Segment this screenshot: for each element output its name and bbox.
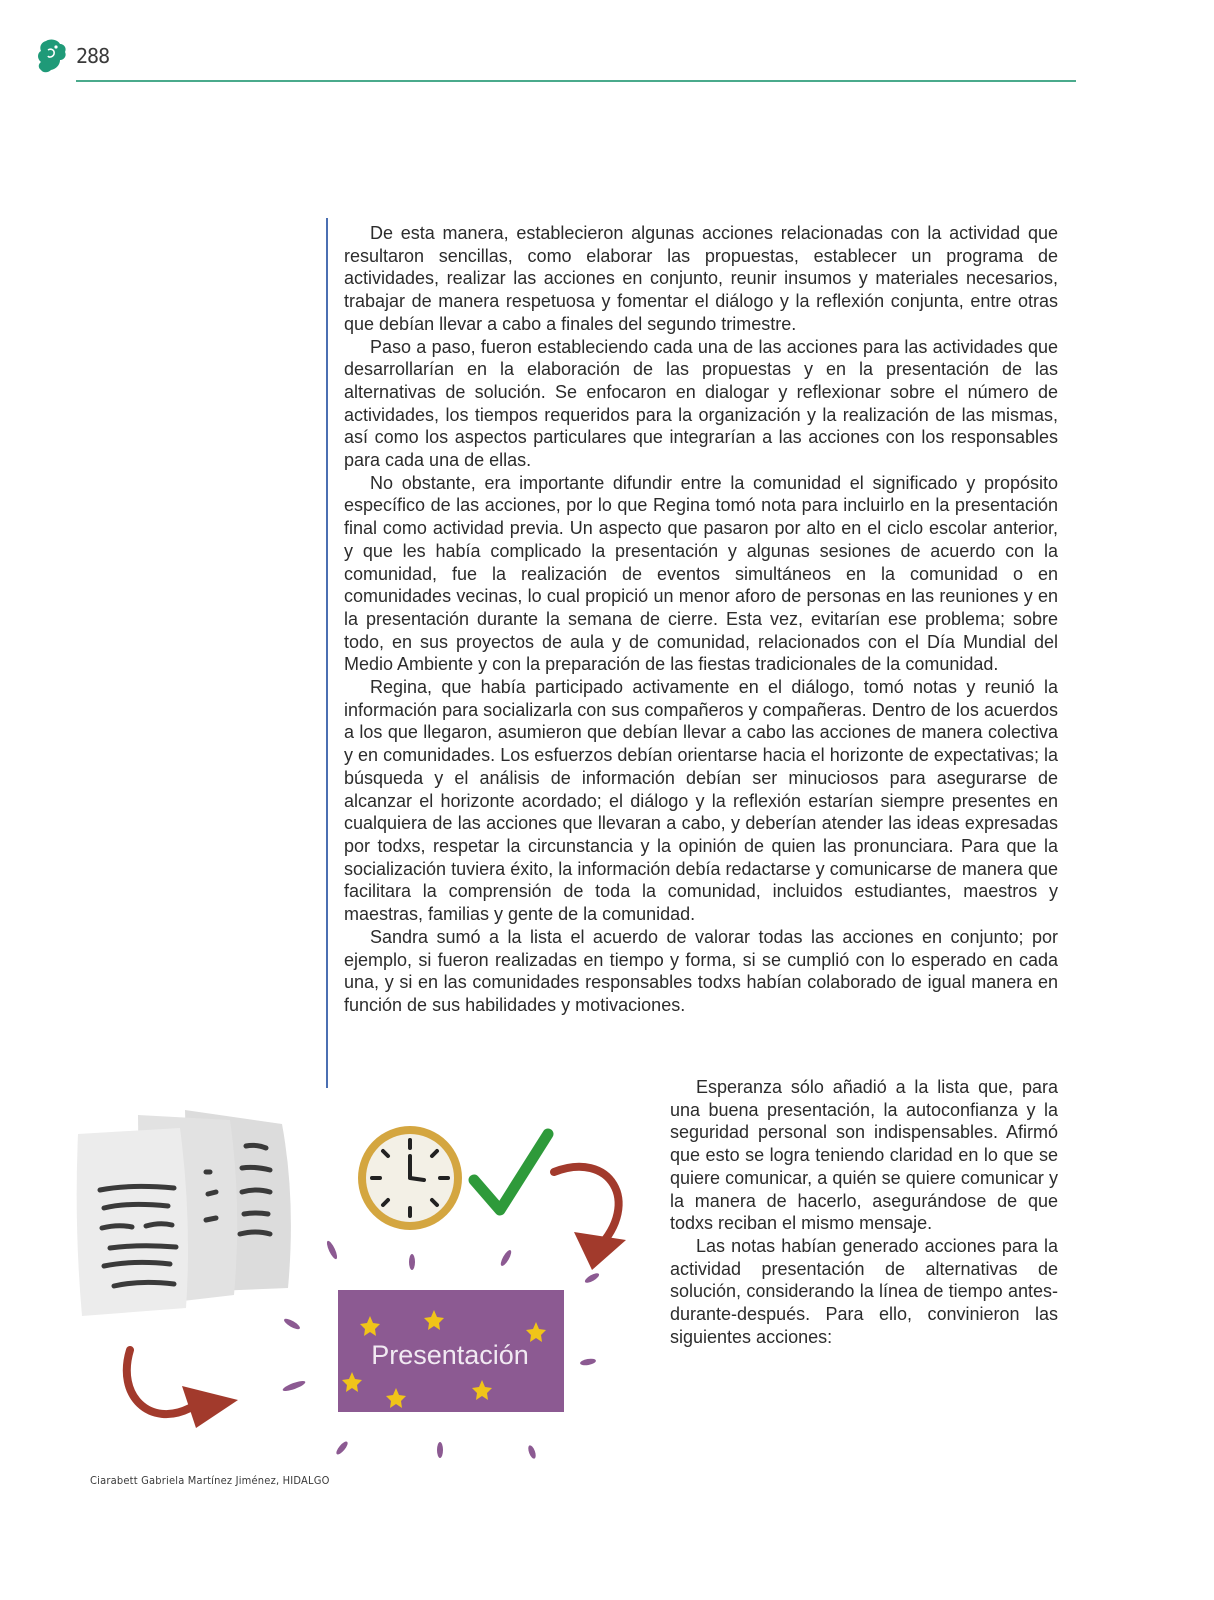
header-rule xyxy=(76,80,1076,82)
page-number: 288 xyxy=(76,44,110,68)
paragraph: Esperanza sólo añadió a la lista que, para una buena presentación, la autoconfianza y la seguridad personal son indispensables. Afirmó que esto se logra teniendo claridad en lo que se quiere comunicar, a quién se quiere comunicar y la manera de hacerlo, asegurándose de que todxs reciban el mismo mensaje. xyxy=(670,1077,1058,1234)
book-logo-icon xyxy=(36,38,68,74)
papers-icon xyxy=(77,1110,291,1316)
paragraph: Las notas habían generado acciones para la actividad presentación de alternativas de solución, considerando la línea de tiempo antes-durante-después. Para ello, convinieron las siguientes acciones: xyxy=(670,1235,1058,1347)
clock-icon xyxy=(358,1126,462,1230)
paragraph: Paso a paso, fueron estableciendo cada una de las acciones para las actividades que desarrollarían en la elaboración de las propuestas y en la presentación de las alternativas de solución. Se enfocaron en dialogar y reflexionar sobre el número de actividades, los tiempos requeridos para la organización y la realización de las mismas, así como los aspectos particulares que integrarían a las acciones con los responsables para cada una de ellas. xyxy=(344,336,1058,471)
board-label: Presentación xyxy=(371,1340,529,1370)
paragraph: Sandra sumó a la lista el acuerdo de valorar todas las acciones en conjunto; por ejemplo, si fueron realizadas en tiempo y forma, si se cumplió con lo esperado en cada una, y si en las comunidades responsables todxs habían colaborado de igual manera en función de sus habilidades y motivaciones. xyxy=(344,926,1058,1015)
paragraph: Regina, que había participado activamente en el diálogo, tomó notas y reunió la información para socializarla con sus compañeros y compañeras. Dentro de los acuerdos a los que llegaron, asumieron que debían llevar a cabo las acciones de manera colectiva y en comunidades. Los esfuerzos debían orientarse hacia el horizonte de expectativas; la búsqueda y el análisis de información debían ser minuciosos para asegurarse de alcanzar el horizonte acordado; el diálogo y la reflexión estarían siempre presentes en cualquiera de las acciones que llevaran a cabo, y deberían atender las ideas expresadas por todxs, respetar la circunstancia y la opinión de quien las pronunciara. Para que la socialización tuviera éxito, la información debía redactarse y comunicarse de manera que facilitara la comprensión de toda la comunidad, incluidos estudiantes, maestros y maestras, familias y gente de la comunidad. xyxy=(344,677,1058,925)
curved-arrow-icon xyxy=(127,1350,238,1428)
paragraph: No obstante, era importante difundir entre la comunidad el significado y propósito específico de las acciones, por lo que Regina tomó nota para incluirlo en la presentación final como actividad previa. Un aspecto que pasaron por alto en el ciclo escolar anterior, y que les había complicado la presentación y algunas sesiones de acuerdo con la comunidad, fue la realización de eventos simultáneos en la comunidad o en comunidades vecinas, lo cual propició un menor aforo de personas en las reuniones y en la presentación durante la semana de cierre. Esta vez, evitarían ese problema; sobre todo, en sus proyectos de aula y de comunidad, relacionados con el Día Mundial del Medio Ambiente y con la preparación de las fiestas tradicionales de la comunidad. xyxy=(344,472,1058,675)
presentation-board xyxy=(338,1290,564,1412)
main-text xyxy=(344,222,1058,1017)
paragraph: De esta manera, establecieron algunas acciones relacionadas con la actividad que resultaron sencillas, como elaborar las propuestas, establecer un programa de actividades, realizar las acciones en conjunto, reunir insumos y materiales necesarios, trabajar de manera respetuosa y fomentar el diálogo y la reflexión conjunta, entre otras que debían llevar a cabo a finales del segundo trimestre. xyxy=(344,223,1058,334)
illustration-credit: Ciarabett Gabriela Martínez Jiménez, HIDALGO xyxy=(90,1474,330,1487)
margin-rule xyxy=(326,218,328,1088)
check-icon xyxy=(474,1134,548,1210)
side-text xyxy=(670,1076,1058,1348)
presentation-illustration xyxy=(70,1110,660,1480)
curved-arrow-icon xyxy=(554,1167,626,1270)
